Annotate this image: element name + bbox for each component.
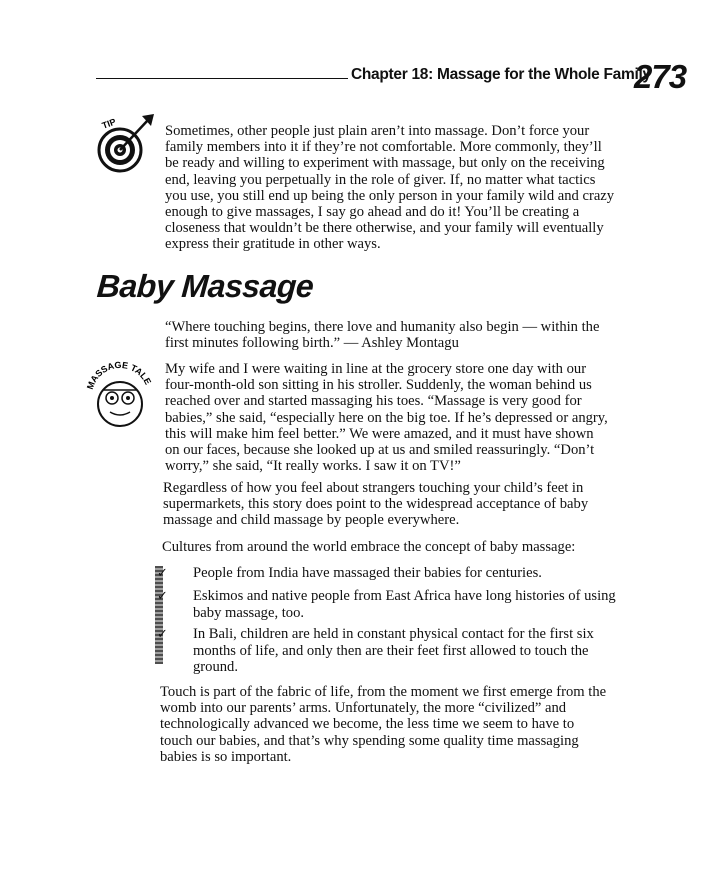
paragraph-touch: Touch is part of the fabric of life, from the moment we first emerge from the womb into our parents’ arms. Unfortunately, the more “civilized” and technologically advanced we become, the less time we seem to have to touch our babies, and that’s why spending some quality time massaging babies is so important.	[160, 684, 607, 765]
tip-target-icon	[96, 110, 158, 176]
header-rule	[96, 78, 348, 79]
list-item: ✓ People from India have massaged their babies for centuries.	[157, 565, 542, 581]
tale-label: MASSAGE TALE	[84, 359, 154, 391]
tip-label: TIP	[100, 116, 118, 131]
checkmark-icon: ✓	[157, 566, 168, 581]
list-item: ✓ Eskimos and native people from East Africa have long histories of using baby massage, too.	[157, 588, 616, 622]
paragraph-acceptance: Regardless of how you feel about strangers touching your child’s feet in supermarkets, this story does point to the widespread acceptance of baby massage and child massage by people everywhere.	[163, 480, 589, 529]
massage-tale-icon	[84, 358, 156, 430]
paragraph-cultures: Cultures from around the world embrace the concept of baby massage:	[162, 539, 576, 555]
chapter-title: Chapter 18: Massage for the Whole Family	[351, 66, 651, 83]
checkmark-icon: ✓	[157, 589, 168, 604]
section-heading: Baby Massage	[95, 268, 315, 304]
page-number: 273	[634, 58, 687, 95]
list-item: ✓ In Bali, children are held in constant physical contact for the first six months of life, and only then are their feet first allowed to touch the ground.	[157, 626, 594, 676]
checkmark-icon: ✓	[157, 627, 168, 642]
tale-paragraph: My wife and I were waiting in line at the grocery store one day with our four-month-old son sitting in his stroller. Suddenly, the woman behind us reached over and started massaging his toes. “Massage is very good for babies,” she said, “especially here on the big toe. If he’s depressed or angry, this will make him feel better.” We were amazed, and it must have shown on our faces, because she looked up at us and smiled reassuringly. “Don’t worry,” she said, “It really works. I saw it on TV!”	[165, 361, 608, 475]
quote-paragraph: “Where touching begins, there love and humanity also begin — within the first minutes following birth.” — Ashley Montagu	[165, 319, 600, 352]
tip-paragraph: Sometimes, other people just plain aren’t into massage. Don’t force your family members into it if they’re not comfortable. More commonly, they’ll be ready and willing to experiment with massage, but only on the receiving end, leaving you perpetually in the role of giver. If, no matter what tactics you use, you still end up being the only person in your family wild and crazy enough to give massages, I say go ahead and do it! You’ll be creating a closeness that wouldn’t be there otherwise, and your family will eventually express their gratitude in other ways.	[165, 123, 615, 253]
